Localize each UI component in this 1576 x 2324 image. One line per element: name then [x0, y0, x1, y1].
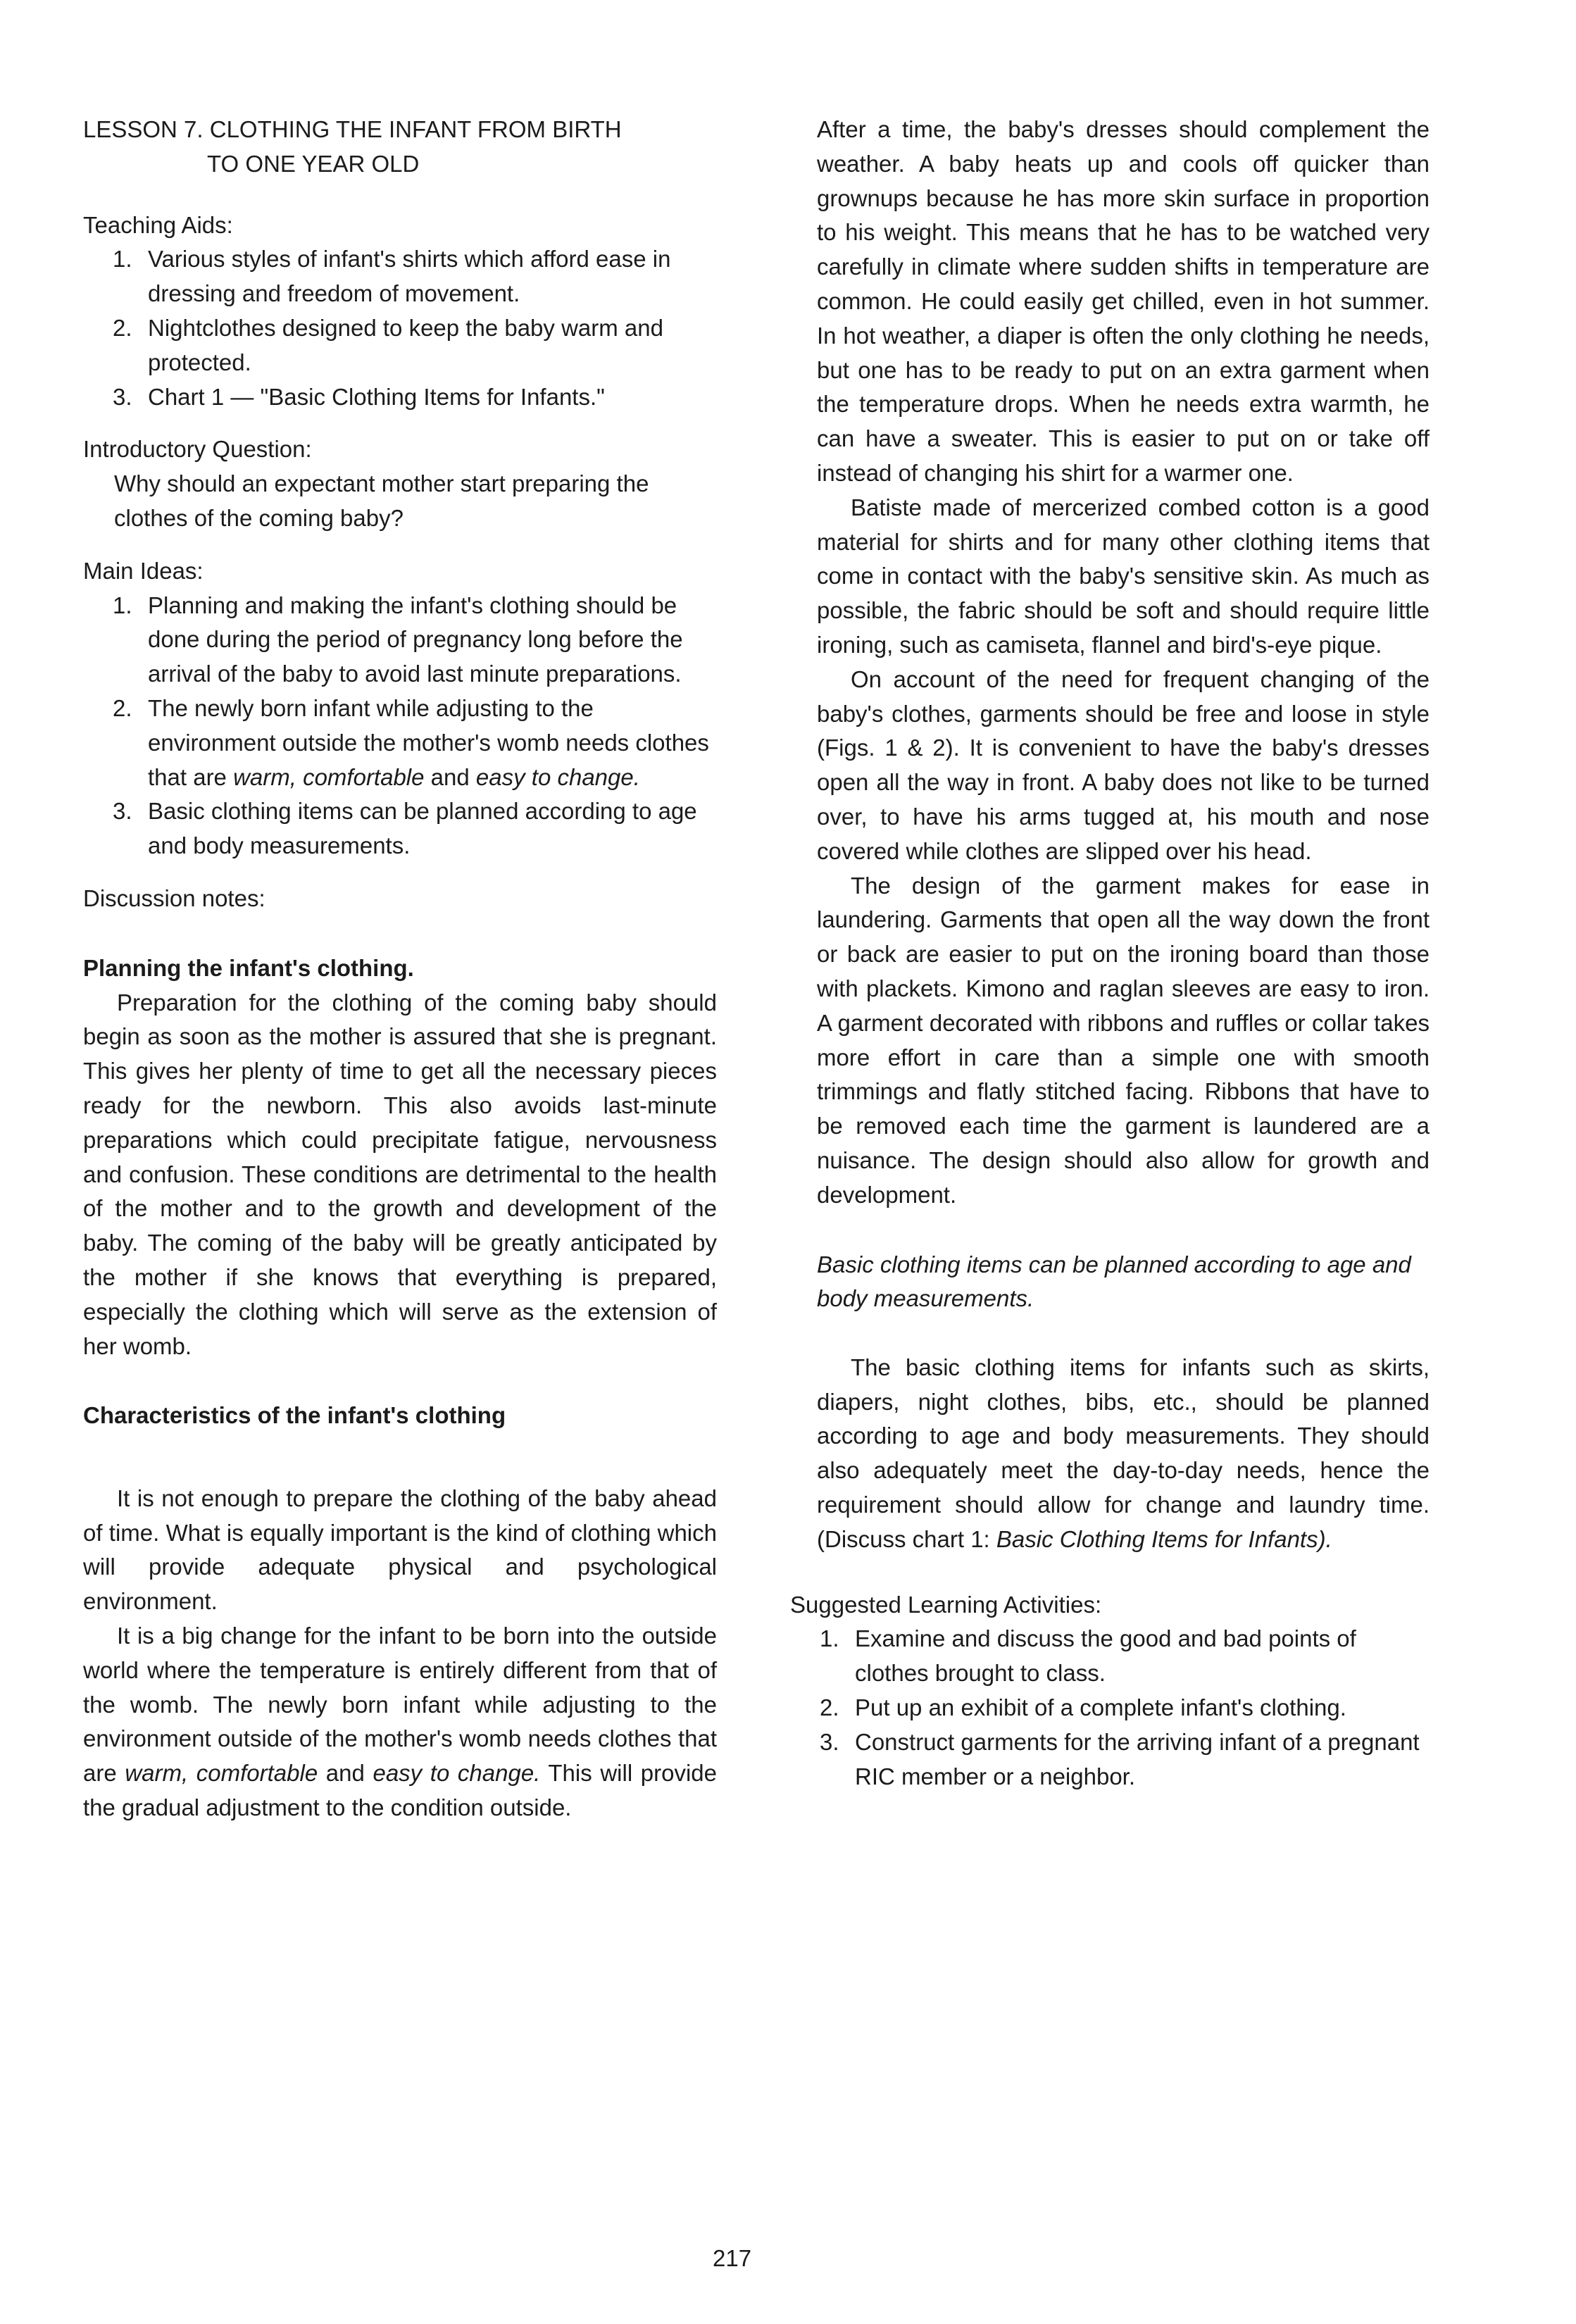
- activities-label: Suggested Learning Activities:: [790, 1591, 1102, 1618]
- list-item: 1. Examine and discuss the good and bad points of clothes brought to class.: [820, 1625, 1356, 1687]
- planning-heading: Planning the infant's clothing.: [83, 954, 414, 981]
- weather-paragraph: After a time, the baby's dresses should complement the weather. A baby heats up and cools off quicker than grownups because he has more skin surface in proportion to his weight. This means that he has to be watched very carefully in climate where sudden shifts in temperature are common. He could easily get chilled, even in hot summer. In hot weather, a diaper is often the only clothing he needs, but one has to be ready to put on an extra garment when the temperature drops. When he needs extra warmth, he can have a sweater. This is easier to put on or take off instead of changing his shirt for a warmer one.: [817, 116, 1430, 486]
- left-column: [83, 113, 717, 1825]
- introductory-question-text: Why should an expectant mother start preparing the clothes of the coming baby?: [114, 470, 649, 531]
- lesson-title: [83, 113, 717, 182]
- list-item: 1. Various styles of infant's shirts which afford ease in dressing and freedom of movement.: [113, 246, 671, 307]
- lesson-title-line2: TO ONE YEAR OLD: [207, 150, 420, 177]
- list-item: 2. Put up an exhibit of a complete infant's clothing.: [820, 1694, 1346, 1721]
- characteristics-paragraph-2: It is a big change for the infant to be born into the outside world where the temperature is entirely different from that of the womb. The newly born infant while adjusting to the environment outside of the mother's womb needs clothes that are warm, comfortable and easy to change. This will provide the gradual adjustment to the condition outside.: [83, 1623, 717, 1821]
- lesson-title-line1: LESSON 7. CLOTHING THE INFANT FROM BIRTH: [83, 116, 622, 142]
- planning-paragraph: Preparation for the clothing of the coming baby should begin as soon as the mother is assured that she is pregnant. This gives her plenty of time to get all the necessary pieces ready for the newborn. This also avoids last-minute preparations which could precipitate fatigue, nervousness and confusion. These conditions are detrimental to the health of the mother and to the growth and development of the baby. The coming of the baby will be greatly anticipated by the mother if she knows that everything is prepared, especially the clothing which will serve as the extension of her womb.: [83, 989, 717, 1359]
- changing-paragraph: On account of the need for frequent changing of the baby's clothes, garments should be free and loose in style (Figs. 1 & 2). It is convenient to have the baby's dresses open all the way in front. A baby does not like to be turned over, to have his arms tugged at, his mouth and nose covered while clothes are slipped over his head.: [817, 666, 1430, 864]
- teaching-aids-label: Teaching Aids:: [83, 211, 233, 238]
- list-item: 3. Basic clothing items can be planned according to age and body measurements.: [113, 798, 697, 859]
- list-item: 2. Nightclothes designed to keep the baby warm and protected.: [113, 314, 663, 375]
- activities-list: [790, 1622, 1430, 1794]
- basic-items-paragraph: The basic clothing items for infants such as skirts, diapers, night clothes, bibs, etc., should be planned according to age and body measurements. They should also adequately meet the day-to-day needs, hence the requirement should allow for change and laundry time. (Discuss chart 1: Basic Clothing Items for Infants).: [817, 1354, 1430, 1552]
- characteristics-heading: Characteristics of the infant's clothing: [83, 1402, 506, 1429]
- batiste-paragraph: Batiste made of mercerized combed cotton is a good material for shirts and for many other clothing items that come in contact with the baby's sensitive skin. As much as possible, the fabric should be soft and should require little ironing, such as camiseta, flannel and bird's-eye pique.: [817, 494, 1430, 658]
- teaching-aids-list: [83, 242, 717, 414]
- list-item: 2. The newly born infant while adjusting to the environment outside the mother's womb needs clothes that are warm, comfortable and easy to change.: [113, 694, 709, 790]
- list-item: 1. Planning and making the infant's clothing should be done during the period of pregnancy long before the arrival of the baby to avoid last minute preparations.: [113, 592, 683, 687]
- design-paragraph: The design of the garment makes for ease in laundering. Garments that open all the way down the front or back are easier to put on the ironing board than those with plackets. Kimono and raglan sleeves are easy to iron. A garment decorated with ribbons and ruffles or collar takes more effort in care than a simple one with smooth trimmings and flatly stitched facing. Ribbons that have to be removed each time the garment is laundered are a nuisance. The design should also allow for growth and development.: [817, 872, 1430, 1208]
- list-item: 3. Construct garments for the arriving infant of a pregnant RIC member or a neighbor.: [820, 1728, 1420, 1789]
- characteristics-paragraph-1: It is not enough to prepare the clothing of the baby ahead of time. What is equally important is the kind of clothing which will provide adequate physical and psychological environment.: [83, 1485, 717, 1615]
- page-number: 217: [713, 2245, 752, 2271]
- discussion-notes-label: Discussion notes:: [83, 885, 265, 911]
- introductory-question-label: Introductory Question:: [83, 436, 312, 463]
- basic-items-heading: Basic clothing items can be planned according to age and body measurements.: [817, 1251, 1411, 1312]
- main-ideas-label: Main Ideas:: [83, 557, 204, 584]
- main-ideas-list: [83, 589, 717, 863]
- list-item: 3. Chart 1 — "Basic Clothing Items for Infants.": [113, 383, 605, 410]
- right-column: [790, 113, 1430, 1794]
